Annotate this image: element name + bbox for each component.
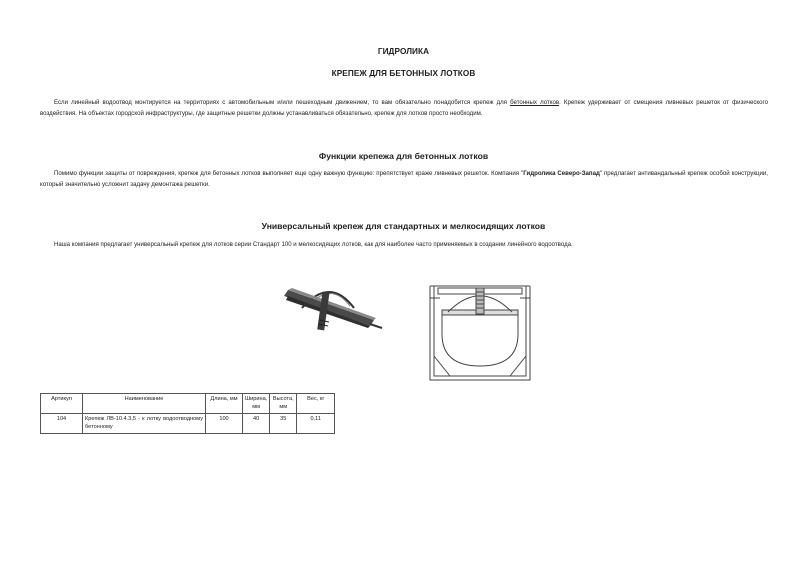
col-article: Артикул — [41, 394, 83, 414]
section1-text-after: " предлагает антивандальный крепеж особой конструкции, который значительно усложнит задачу демонтажа решетки. — [40, 170, 768, 188]
col-width: Ширина, мм — [243, 394, 270, 414]
intro-text-before: Если линейный водоотвод монтируется на территориях с автомобильным и/или пешеходным движением, то вам обязательно понадобится крепеж для — [54, 99, 511, 106]
cell-article: 104 — [41, 414, 83, 434]
intro-paragraph — [40, 98, 768, 119]
product-table — [40, 393, 335, 434]
brand-name: Гидролика Северо-Запад — [523, 170, 600, 177]
table-row — [41, 414, 335, 434]
col-name: Наименование — [83, 394, 206, 414]
cell-name: Крепеж ЛВ-10.4.3,5 - к лотку водоотводному бетонному — [83, 414, 206, 434]
company-heading: ГИДРОЛИКА — [377, 47, 430, 56]
section1-heading: Функции крепежа для бетонных лотков — [318, 151, 489, 161]
fastener-photo — [274, 280, 386, 336]
col-height: Высота, мм — [270, 394, 297, 414]
section2-text: Наша компания предлагает универсальный крепеж для лотков серии Стандарт 100 и мелкосидящих лотков, как для наиболее часто применяемых в создании линейного водоотвода. — [54, 241, 573, 248]
cell-width: 40 — [243, 414, 270, 434]
concrete-trays-link[interactable]: бетонных лотков — [510, 99, 560, 106]
section1-text-before: Помимо функции защиты от повреждения, крепеж для бетонных лотков выполняет еще одну важную функцию: препятствует краже ливневых решеток. Компания " — [54, 170, 524, 177]
section1-paragraph — [40, 169, 768, 190]
col-weight: Вес, кг — [297, 394, 335, 414]
cell-length: 100 — [206, 414, 243, 434]
intro-text-after: . Крепеж удерживает от смещения ливневых решеток от физического воздействия. На объектах городской инфраструктуры, где защитные решетки должны устанавливаться обязательно, крепеж для лотков просто необходим. — [40, 99, 768, 117]
table-header-row — [41, 394, 335, 414]
col-length: Длина, мм — [206, 394, 243, 414]
page-title: КРЕПЕЖ ДЛЯ БЕТОННЫХ ЛОТКОВ — [331, 69, 476, 78]
section2-paragraph — [40, 240, 768, 251]
cell-height: 35 — [270, 414, 297, 434]
trench-cross-section-drawing — [428, 284, 532, 382]
section2-heading: Универсальный крепеж для стандартных и мелкосидящих лотков — [261, 221, 546, 231]
cell-weight: 0,11 — [297, 414, 335, 434]
